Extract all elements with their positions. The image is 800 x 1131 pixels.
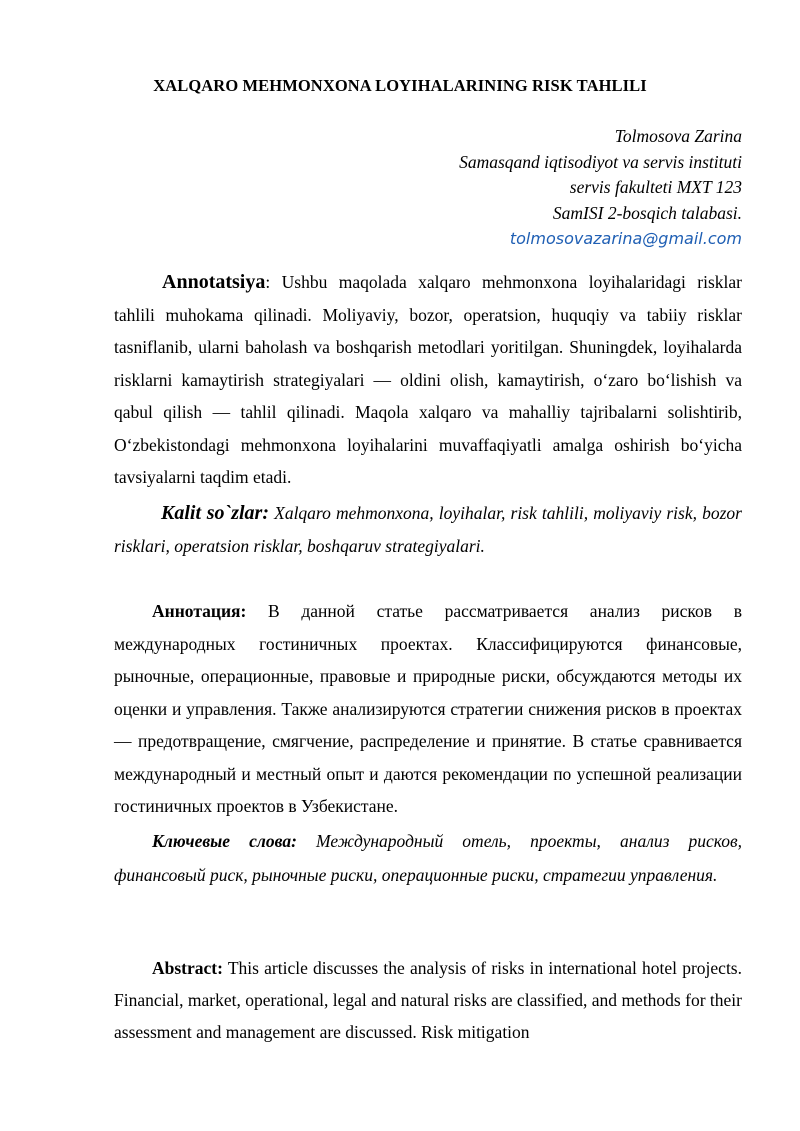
abstract-en-heading: Abstract: xyxy=(152,958,223,978)
keywords-ru xyxy=(114,824,742,892)
author-institute: Samasqand iqtisodiyot va servis instituti xyxy=(459,151,742,172)
keywords-ru-heading: Ключевые слова: xyxy=(152,831,297,851)
annotation-ru-heading: Аннотация: xyxy=(152,601,247,621)
author-name: Tolmosova Zarina xyxy=(614,126,742,146)
keywords-uz-heading: Kalit so`zlar: xyxy=(161,502,269,524)
author-status: SamISI 2-bosqich talabasi. xyxy=(552,202,742,223)
annotation-uz-heading: Annotatsiya xyxy=(162,271,266,293)
author-email-link[interactable]: tolmosovazarina@gmail.com xyxy=(509,229,742,248)
annotation-ru-body: В данной статье рассматривается анализ рисков в международных гостиничных проектах. Классифицируются финансовые, рыночные, операционные, правовые и природные риски, обсуждаются методы их оценки и управления. Также анализируются стратегии снижения рисков в проектах — предотвращение, смягчение, распределение и принятие. В статье сравнивается международный и местный опыт и даются рекомендации по успешной реализации гостиничных проектов в Узбекистане. xyxy=(114,601,742,816)
abstract-en-body: This article discusses the analysis of risks in international hotel projects. Financial, market, operational, legal and natural risks are classified, and methods for their assessment and management are discussed. Risk mitigation xyxy=(114,958,742,1042)
keywords-uz xyxy=(114,497,742,563)
annotation-uz-body: : Ushbu maqolada xalqaro mehmonxona loyihalaridagi risklar tahlili muhokama qilinadi. Moliyaviy, bozor, operatsion, huquqiy va tabiiy risklar tasniflanib, ularni baholash va boshqarish metodlari yoritilgan. Shuningdek, loyihalarda risklarni kamaytirish strategiyalari — oldini olish, kamaytirish, o‘zaro bo‘lishish va qabul qilish — tahlil qilinadi. Maqola xalqaro va mahalliy tajribalarni solishtirib, O‘zbekistondagi mehmonxona loyihalarini muvaffaqiyatli amalga oshirish bo‘yicha tavsiyalarni taqdim etadi. xyxy=(114,272,742,487)
annotation-ru xyxy=(114,595,742,823)
abstract-en xyxy=(114,952,742,1048)
paper-title: XALQARO MEHMONXONA LOYIHALARINING RISK TAHLILI xyxy=(153,76,647,95)
annotation-uz xyxy=(114,266,742,494)
keywords-uz-body: Xalqaro mehmonxona, loyihalar, risk tahlili, moliyaviy risk, bozor risklari, operatsion risklar, boshqaruv strategiyalari. xyxy=(114,503,742,556)
author-block xyxy=(459,124,742,252)
author-faculty: servis fakulteti MXT 123 xyxy=(569,177,742,197)
keywords-ru-body: Международный отель, проекты, анализ рисков, финансовый риск, рыночные риски, операционные риски, стратегии управления. xyxy=(114,831,742,885)
